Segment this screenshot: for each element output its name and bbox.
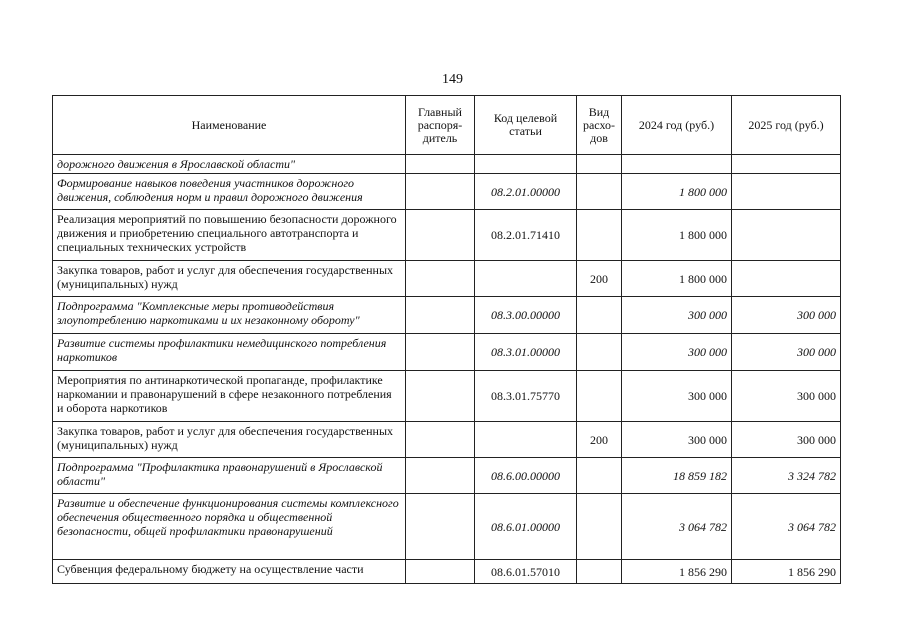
cell-admin bbox=[406, 261, 475, 297]
cell-admin bbox=[406, 560, 475, 584]
cell-2025: 300 000 bbox=[732, 422, 841, 458]
cell-2025: 1 856 290 bbox=[732, 560, 841, 584]
cell-name: Подпрограмма "Профилактика правонарушений в Ярославской области" bbox=[53, 458, 406, 494]
cell-code: 08.3.00.00000 bbox=[475, 297, 577, 334]
cell-2024: 1 856 290 bbox=[622, 560, 732, 584]
header-kind: Вид расхо-дов bbox=[577, 96, 622, 155]
cell-2025 bbox=[732, 155, 841, 174]
cell-code bbox=[475, 422, 577, 458]
cell-name: Развитие системы профилактики немедицинского потребления наркотиков bbox=[53, 334, 406, 371]
cell-kind bbox=[577, 494, 622, 560]
cell-2024: 1 800 000 bbox=[622, 174, 732, 210]
table-row bbox=[53, 422, 841, 458]
cell-code: 08.6.01.00000 bbox=[475, 494, 577, 560]
cell-kind bbox=[577, 458, 622, 494]
cell-kind bbox=[577, 334, 622, 371]
cell-2024: 3 064 782 bbox=[622, 494, 732, 560]
cell-2025: 3 064 782 bbox=[732, 494, 841, 560]
cell-kind: 200 bbox=[577, 422, 622, 458]
cell-name: Реализация мероприятий по повышению безопасности дорожного движения и приобретению специального автотранспорта и специальных технических устройств bbox=[53, 210, 406, 261]
cell-2024: 300 000 bbox=[622, 371, 732, 422]
cell-2024: 1 800 000 bbox=[622, 261, 732, 297]
cell-name: Закупка товаров, работ и услуг для обеспечения государственных (муниципальных) нужд bbox=[53, 261, 406, 297]
table-row bbox=[53, 458, 841, 494]
cell-2024: 18 859 182 bbox=[622, 458, 732, 494]
cell-name: Субвенция федеральному бюджету на осуществление части bbox=[53, 560, 406, 584]
cell-kind: 200 bbox=[577, 261, 622, 297]
table-row bbox=[53, 261, 841, 297]
header-name: Наименование bbox=[53, 96, 406, 155]
cell-kind bbox=[577, 210, 622, 261]
cell-2025 bbox=[732, 174, 841, 210]
cell-2024 bbox=[622, 155, 732, 174]
cell-admin bbox=[406, 494, 475, 560]
table-row bbox=[53, 371, 841, 422]
cell-kind bbox=[577, 297, 622, 334]
cell-kind bbox=[577, 174, 622, 210]
cell-2024: 300 000 bbox=[622, 297, 732, 334]
cell-kind bbox=[577, 371, 622, 422]
table-row bbox=[53, 494, 841, 560]
cell-admin bbox=[406, 371, 475, 422]
cell-2025: 300 000 bbox=[732, 371, 841, 422]
cell-2025: 300 000 bbox=[732, 334, 841, 371]
cell-kind bbox=[577, 155, 622, 174]
cell-2025 bbox=[732, 210, 841, 261]
header-admin: Главный распоря-дитель bbox=[406, 96, 475, 155]
table-header-row bbox=[53, 96, 841, 155]
header-2025: 2025 год (руб.) bbox=[732, 96, 841, 155]
header-2024: 2024 год (руб.) bbox=[622, 96, 732, 155]
cell-code: 08.6.01.57010 bbox=[475, 560, 577, 584]
cell-admin bbox=[406, 334, 475, 371]
table-row bbox=[53, 297, 841, 334]
cell-code bbox=[475, 261, 577, 297]
table-row bbox=[53, 174, 841, 210]
page-number: 149 bbox=[442, 72, 463, 87]
cell-name: Подпрограмма "Комплексные меры противодействия злоупотреблению наркотиками и их незаконному обороту" bbox=[53, 297, 406, 334]
cell-name: Закупка товаров, работ и услуг для обеспечения государственных (муниципальных) нужд bbox=[53, 422, 406, 458]
cell-code: 08.2.01.71410 bbox=[475, 210, 577, 261]
cell-admin bbox=[406, 174, 475, 210]
table-row bbox=[53, 334, 841, 371]
budget-table bbox=[52, 95, 841, 584]
cell-code: 08.6.00.00000 bbox=[475, 458, 577, 494]
cell-name: Формирование навыков поведения участников дорожного движения, соблюдения норм и правил дорожного движения bbox=[53, 174, 406, 210]
cell-2025 bbox=[732, 261, 841, 297]
cell-admin bbox=[406, 155, 475, 174]
table-body bbox=[53, 155, 841, 584]
cell-admin bbox=[406, 210, 475, 261]
cell-2024: 1 800 000 bbox=[622, 210, 732, 261]
cell-code: 08.3.01.00000 bbox=[475, 334, 577, 371]
cell-admin bbox=[406, 297, 475, 334]
cell-code bbox=[475, 155, 577, 174]
cell-2024: 300 000 bbox=[622, 334, 732, 371]
table-row bbox=[53, 155, 841, 174]
cell-name: Развитие и обеспечение функционирования системы комплексного обеспечения общественного порядка и общественной безопасности, общей профилактики правонарушений bbox=[53, 494, 406, 560]
cell-code: 08.2.01.00000 bbox=[475, 174, 577, 210]
cell-name: Мероприятия по антинаркотической пропаганде, профилактике наркомании и правонарушений в сфере незаконного потребления и оборота наркотиков bbox=[53, 371, 406, 422]
cell-code: 08.3.01.75770 bbox=[475, 371, 577, 422]
cell-admin bbox=[406, 422, 475, 458]
table-row bbox=[53, 210, 841, 261]
cell-admin bbox=[406, 458, 475, 494]
header-code: Код целевой статьи bbox=[475, 96, 577, 155]
cell-2025: 300 000 bbox=[732, 297, 841, 334]
cell-name: дорожного движения в Ярославской области" bbox=[53, 155, 406, 174]
cell-2024: 300 000 bbox=[622, 422, 732, 458]
table-row bbox=[53, 560, 841, 584]
cell-kind bbox=[577, 560, 622, 584]
cell-2025: 3 324 782 bbox=[732, 458, 841, 494]
